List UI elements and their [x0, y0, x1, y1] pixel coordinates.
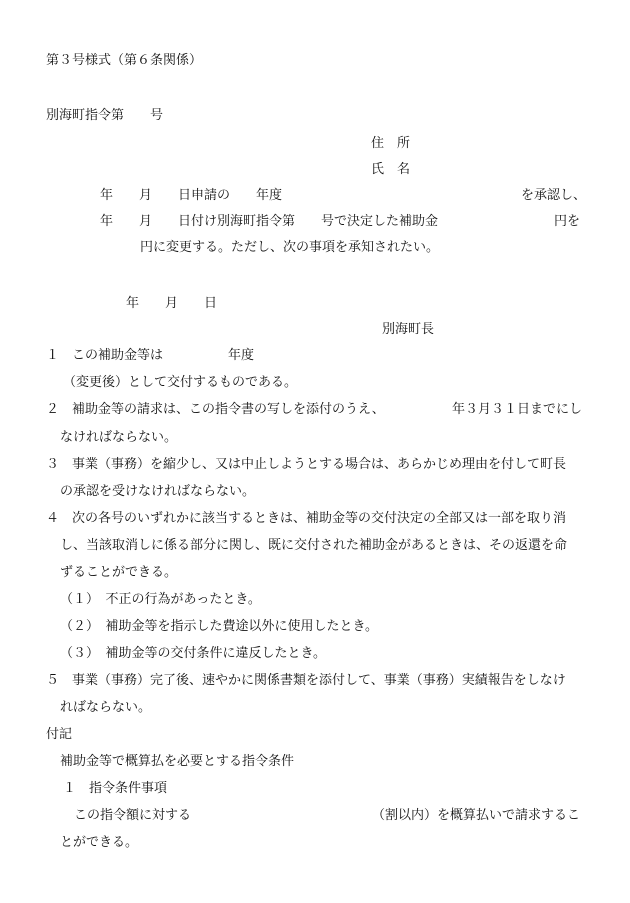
issuer: 別海町長 [382, 322, 435, 337]
condition-4-line-3: ずることができる。 [60, 565, 178, 580]
condition-1-line-1: １ この補助金等は 年度 [46, 348, 255, 363]
condition-4-item-3: （３） 補助金等の交付条件に違反したとき。 [60, 646, 326, 661]
condition-4-line-1: ４ 次の各号のいずれかに該当するときは、補助金等の交付決定の全部又は一部を取り消 [46, 511, 567, 526]
appendix-subheading: 補助金等で概算払を必要とする指令条件 [60, 754, 295, 769]
condition-5-line-1: ５ 事業（事務）完了後、速やかに関係書類を添付して、事業（事務）実績報告をしなけ [46, 673, 566, 688]
condition-4-item-2: （２） 補助金等を指示した費途以外に使用したとき。 [60, 619, 378, 634]
condition-4-item-1: （１） 不正の行為があったとき。 [60, 592, 261, 607]
condition-5-line-2: ればならない。 [60, 700, 152, 715]
condition-3-line-2: の承認を受けなければならない。 [60, 484, 256, 499]
form-header: 第３号様式（第６条関係） [46, 53, 203, 68]
address-label: 住 所 [371, 136, 411, 151]
appendix-item: １ 指令条件事項 [63, 781, 168, 796]
condition-1-line-2: （変更後）として交付するものである。 [63, 375, 298, 390]
name-label: 氏 名 [371, 162, 411, 177]
doc-number: 別海町指令第 号 [46, 108, 164, 123]
body-line-2-start: 年 月 日付け別海町指令第 号で決定した補助金 [100, 214, 439, 229]
condition-2-line-1-end: 年３月３１日までにし [452, 402, 583, 417]
body-line-1-start: 年 月 日申請の 年度 [100, 188, 283, 203]
appendix-heading: 付記 [46, 727, 73, 742]
appendix-text-start: この指令額に対する [74, 808, 192, 823]
condition-3-line-1: ３ 事業（事務）を縮少し、又は中止しようとする場合は、あらかじめ理由を付して町長 [46, 457, 567, 472]
appendix-text-end: （割以内）を概算払いで請求するこ [372, 808, 581, 823]
body-line-2-end: 円を [554, 214, 581, 229]
condition-2-line-2: なければならない。 [60, 430, 178, 445]
date-line: 年 月 日 [126, 296, 218, 311]
condition-4-line-2: し、当該取消しに係る部分に関し、既に交付された補助金があるときは、その返還を命 [60, 538, 568, 553]
body-line-3: 円に変更する。ただし、次の事項を承知されたい。 [140, 240, 440, 255]
body-line-1-end: を承認し、 [521, 188, 587, 203]
condition-2-line-1-start: ２ 補助金等の請求は、この指令書の写しを添付のうえ、 [46, 402, 385, 417]
appendix-text-line-2: とができる。 [60, 835, 139, 850]
